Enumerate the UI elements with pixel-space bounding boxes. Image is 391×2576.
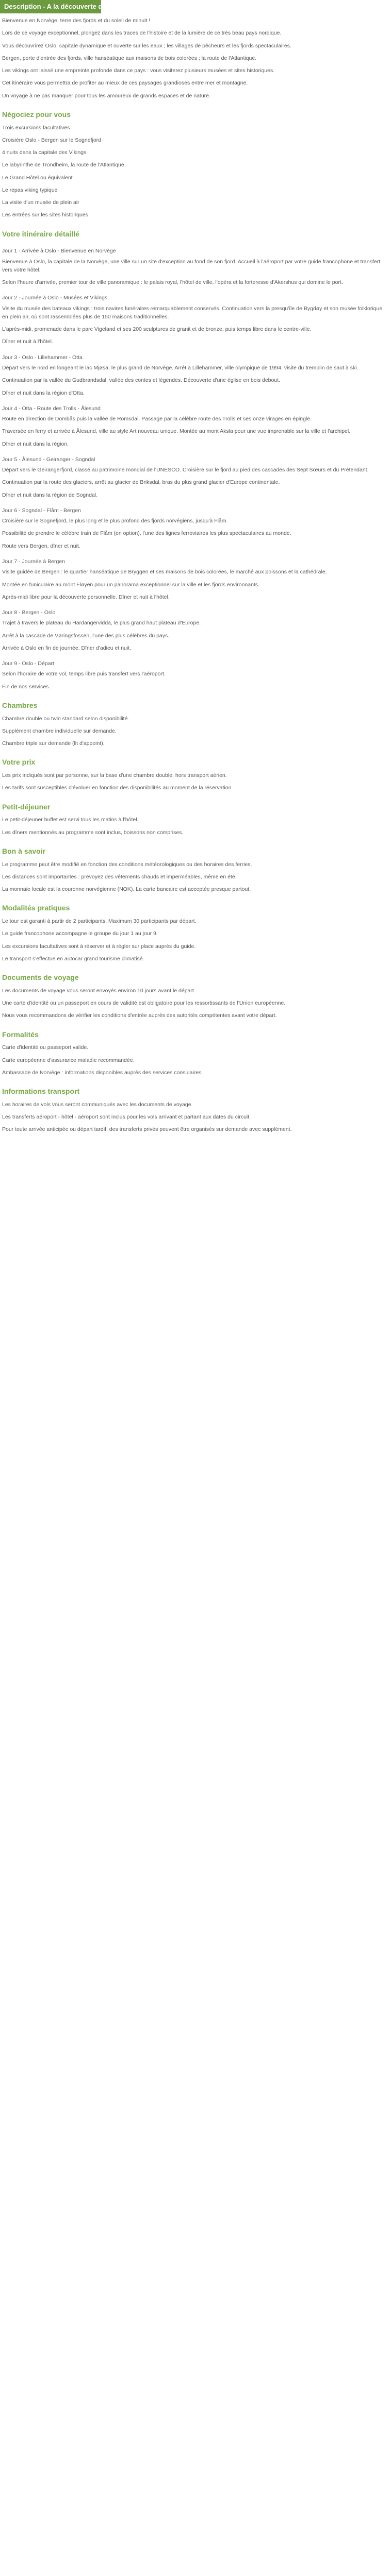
section-title-rooms: Chambres	[2, 701, 38, 709]
paragraph: Les entrées sur les sites historiques	[2, 212, 88, 218]
paragraph: Le guide francophone accompagne le groupe du jour 1 au jour 9.	[2, 930, 158, 937]
paragraph: Les tarifs sont susceptibles d'évoluer en fonction des disponibilités au moment de la réservation.	[2, 785, 233, 791]
day-paragraph: Dîner et nuit dans la région d'Otta.	[2, 389, 85, 396]
day-title: Jour 5 - Ålesund - Geiranger - Sogndal	[2, 456, 95, 463]
paragraph: La monnaie locale est la couronne norvégienne (NOK). La carte bancaire est acceptée presque partout.	[2, 886, 251, 893]
paragraph: Les documents de voyage vous seront envoyés environ 10 jours avant le départ.	[2, 987, 196, 994]
itinerary	[2, 247, 386, 691]
section-title-transport: Informations transport	[2, 1087, 80, 1096]
paragraph: Les dîners mentionnés au programme sont inclus, boissons non comprises.	[2, 829, 184, 836]
day-paragraph: Arrivée à Oslo en fin de journée. Dîner d'adieu et nuit.	[2, 645, 132, 651]
paragraph: Les horaires de vols vous seront communiqués avec les documents de voyage.	[2, 1101, 193, 1108]
content	[0, 13, 391, 1134]
day-title: Jour 8 - Bergen - Oslo	[2, 609, 56, 616]
day-title: Jour 2 - Journée à Oslo - Musées et Vikings	[2, 295, 108, 301]
paragraph: Chambre double ou twin standard selon disponibilité.	[2, 715, 129, 722]
paragraph: La visite d'un musée de plein air	[2, 199, 79, 206]
day-paragraph: Fin de nos services.	[2, 683, 51, 690]
day-paragraph: Visite guidée de Bergen : le quartier hanséatique de Bryggen et ses maisons de bois colorées, le marché aux poissons et la cathédrale.	[2, 569, 327, 575]
section-title-good-to-know: Bon à savoir	[2, 846, 46, 855]
day-paragraph: Trajet à travers le plateau du Hardangervidda, le plus grand haut plateau d'Europe.	[2, 620, 201, 626]
transport-text	[2, 1100, 386, 1134]
section-title-terms: Modalités pratiques	[2, 904, 70, 912]
paragraph: Chambre triple sur demande (lit d'appoint).	[2, 740, 105, 747]
day-title: Jour 4 - Otta - Route des Trolls - Ålesund	[2, 405, 101, 412]
rooms-text	[2, 715, 386, 748]
paragraph: Les distances sont importantes : prévoyez des vêtements chauds et imperméables, même en été.	[2, 873, 237, 880]
highlights-list	[2, 124, 386, 219]
day-paragraph: Départ vers le Geirangerfjord, classé au patrimoine mondial de l'UNESCO. Croisière sur le fjord au pied des cascades des Sept Sœurs et du Prétendant.	[2, 467, 369, 473]
day-paragraph: Dîner et nuit à l'hôtel.	[2, 338, 53, 345]
paragraph: Carte d'identité ou passeport valide.	[2, 1044, 89, 1051]
paragraph: Les transferts aéroport - hôtel - aéroport sont inclus pour les vols arrivant et partant aux dates du circuit.	[2, 1114, 251, 1120]
paragraph: Vous découvrirez Oslo, capitale dynamique et ouverte sur les eaux ; les villages de pêcheurs et les fjords spectaculaires.	[2, 42, 291, 49]
paragraph: Carte européenne d'assurance maladie recommandée.	[2, 1057, 135, 1063]
day-paragraph: Départ vers le nord en longeant le lac Mjøsa, le plus grand de Norvège. Arrêt à Lillehammer, ville olympique de 1994, visite du tremplin de saut à ski.	[2, 365, 359, 371]
section-title-price: Votre prix	[2, 758, 36, 767]
paragraph: Supplément chambre individuelle sur demande.	[2, 727, 117, 734]
formalities-text	[2, 1043, 386, 1077]
price-text	[2, 771, 386, 792]
paragraph: Les vikings ont laissé une empreinte profonde dans ce pays : vous visiterez plusieurs musées et sites historiques.	[2, 67, 275, 74]
paragraph: Le repas viking typique	[2, 187, 58, 193]
page	[0, 0, 391, 1134]
paragraph: Lors de ce voyage exceptionnel, plongez dans les traces de l'histoire et de la lumière de ce très beau pays nordique.	[2, 30, 282, 37]
day-paragraph: Selon l'heure d'arrivée, premier tour de ville panoramique : le palais royal, l'hôtel de ville, l'opéra et la forteresse d'Akershus qui domine le port.	[2, 279, 343, 286]
section-title-formalities: Formalités	[2, 1030, 39, 1039]
day-paragraph: Route en direction de Dombås puis la vallée de Romsdal. Passage par la célèbre route des Trolls et ses onze virages en épingle.	[2, 416, 312, 422]
paragraph: Pour toute arrivée anticipée ou départ tardif, des transferts privés peuvent être organisés sur demande avec supplément.	[2, 1126, 292, 1133]
day-paragraph: Bienvenue à Oslo, la capitale de la Norvège, une ville sur un site d'exception au fond de son fjord. Accueil à l'aéroport par votre guide francophone et transfert vers votre hôtel.	[2, 258, 381, 273]
terms-text	[2, 917, 386, 963]
documents-text	[2, 987, 386, 1020]
day-paragraph: Visite du musée des bateaux vikings : trois navires funéraires remarquablement conservés. Continuation vers la presqu'île de Bygdøy et son musée folklorique en plein air, où sont rassemblées plus de 150 maisons traditionnelles.	[2, 305, 383, 320]
paragraph: 4 nuits dans la capitale des Vikings	[2, 149, 87, 156]
paragraph: Nous vous recommandons de vérifier les conditions d'entrée auprès des autorités compétentes avant votre départ.	[2, 1012, 277, 1019]
paragraph: Le labyrinthe de Trondheim, la route de l'Atlantique	[2, 162, 124, 168]
paragraph: Bergen, porte d'entrée des fjords, ville hanséatique aux maisons de bois colorées ; la route de l'Atlantique.	[2, 55, 257, 61]
section-title-itinerary: Votre itinéraire détaillé	[2, 229, 79, 238]
day-paragraph: Traversée en ferry et arrivée à Ålesund, ville au style Art nouveau unique. Montée au mont Aksla pour une vue imprenable sur la ville et l'archipel.	[2, 428, 351, 435]
day-paragraph: Après-midi libre pour la découverte personnelle. Dîner et nuit à l'hôtel.	[2, 594, 170, 600]
section-title-highlights: Négociez pour vous	[2, 110, 71, 118]
day-title: Jour 3 - Oslo - Lillehammer - Otta	[2, 354, 83, 361]
day-title: Jour 9 - Oslo - Départ	[2, 660, 54, 667]
section-title-documents: Documents de voyage	[2, 973, 79, 982]
breakfast-text	[2, 816, 386, 837]
day-paragraph: Montée en funiculaire au mont Fløyen pour un panorama exceptionnel sur la ville et les fjords environnants.	[2, 581, 260, 588]
paragraph: Ambassade de Norvège : informations disponibles auprès des services consulaires.	[2, 1069, 203, 1076]
day-paragraph: Continuation par la route des glaciers, arrêt au glacier de Briksdal, bras du plus grand glacier d'Europe continentale.	[2, 479, 280, 486]
paragraph: Le Grand Hôtel ou équivalent	[2, 174, 73, 181]
paragraph: Le tour est garanti à partir de 2 participants. Maximum 30 participants par départ.	[2, 918, 197, 925]
paragraph: Le transport s'effectue en autocar grand tourisme climatisé.	[2, 955, 144, 962]
day-paragraph: Selon l'horaire de votre vol, temps libre puis transfert vers l'aéroport.	[2, 671, 166, 677]
paragraph: Cet itinéraire vous permettra de profiter au mieux de ces paysages grandioses entre mer et montagne.	[2, 80, 248, 87]
paragraph: Un voyage à ne pas manquer pour tous les amoureux de grands espaces et de nature.	[2, 92, 210, 99]
paragraph: Une carte d'identité ou un passeport en cours de validité est obligatoire pour les ressortissants de l'Union européenne.	[2, 1000, 286, 1007]
day-paragraph: Dîner et nuit dans la région.	[2, 440, 69, 447]
page-banner: Description - A la découverte des vikings - 3*	[0, 0, 101, 13]
paragraph: Trois excursions facultatives	[2, 124, 70, 131]
day-paragraph: Possibilité de prendre le célèbre train de Flåm (en option), l'une des lignes ferroviaires les plus spectaculaires au monde.	[2, 530, 291, 537]
paragraph: Les prix indiqués sont par personne, sur la base d'une chambre double, hors transport aérien.	[2, 772, 227, 779]
paragraph: Le programme peut être modifié en fonction des conditions météorologiques ou des horaires des ferries.	[2, 861, 252, 868]
day-paragraph: Croisière sur le Sognefjord, le plus long et le plus profond des fjords norvégiens, jusqu'à Flåm.	[2, 518, 228, 524]
paragraph: Les excursions facultatives sont à réserver et à régler sur place auprès du guide.	[2, 943, 196, 950]
day-title: Jour 7 - Journée à Bergen	[2, 558, 65, 565]
day-paragraph: L'après-midi, promenade dans le parc Vigeland et ses 200 sculptures de granit et de bronze, puis temps libre dans le centre-ville.	[2, 326, 312, 333]
day-paragraph: Dîner et nuit dans la région de Sogndal.	[2, 492, 98, 498]
paragraph: Le petit-déjeuner buffet est servi tous les matins à l'hôtel.	[2, 817, 139, 823]
day-title: Jour 1 - Arrivée à Oslo - Bienvenue en Norvège	[2, 248, 116, 255]
day-paragraph: Continuation par la vallée du Gudbrandsdal, vallée des contes et légendes. Découverte d'une église en bois debout.	[2, 377, 281, 384]
day-paragraph: Arrêt à la cascade de Vøringsfossen, l'une des plus célèbres du pays.	[2, 632, 170, 639]
intro	[2, 16, 386, 100]
day-title: Jour 6 - Sogndal - Flåm - Bergen	[2, 507, 81, 514]
paragraph: Croisière Oslo - Bergen sur le Sognefjord	[2, 137, 102, 143]
paragraph: Bienvenue en Norvège, terre des fjords et du soleil de minuit !	[2, 18, 151, 24]
day-paragraph: Route vers Bergen, dîner et nuit.	[2, 543, 80, 549]
good-to-know-text	[2, 860, 386, 894]
section-title-breakfast: Petit-déjeuner	[2, 802, 51, 811]
